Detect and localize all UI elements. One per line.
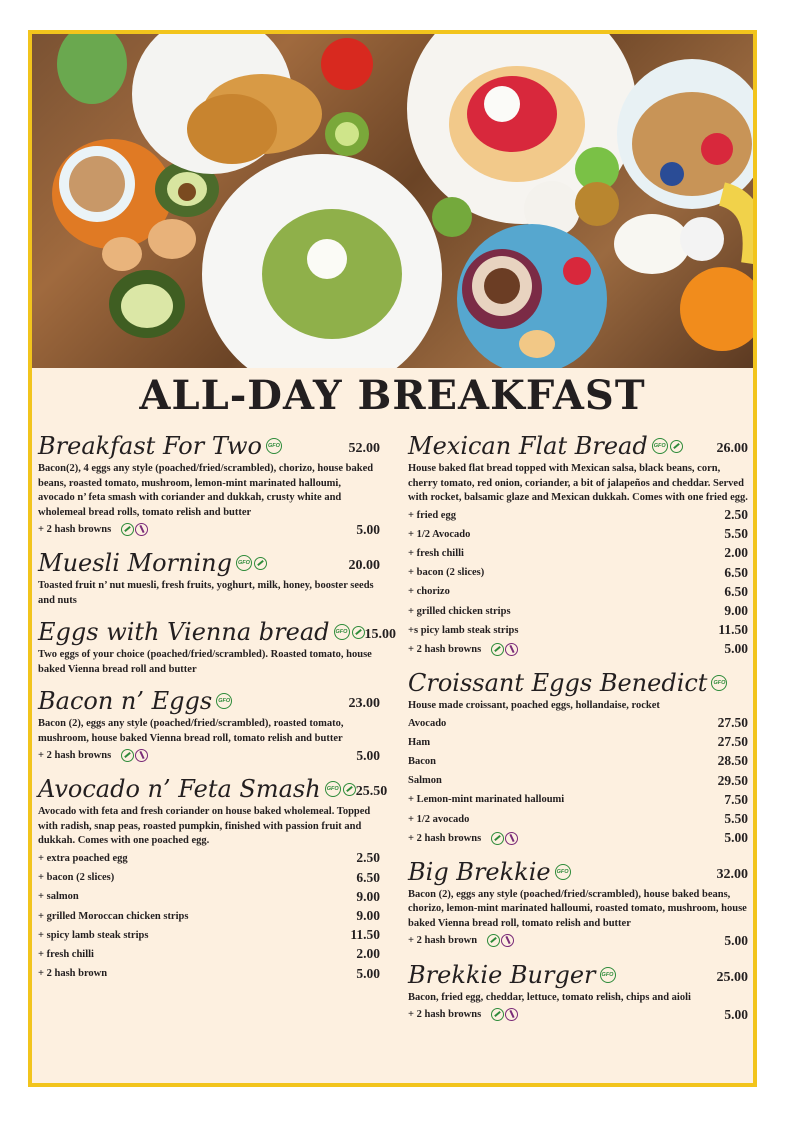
menu-extra-row (38, 964, 380, 983)
menu-extra-price: 2.00 (356, 946, 380, 962)
menu-item (38, 432, 380, 539)
menu-extra-label (38, 523, 148, 536)
menu-extra-row (408, 931, 748, 950)
menu-extra-price: 6.50 (724, 564, 748, 580)
menu-extra-row (408, 714, 748, 733)
menu-extra-text: + spicy lamb steak strips (38, 929, 149, 941)
menu-item-name (38, 618, 365, 646)
menu-extra-price: 29.50 (717, 772, 748, 788)
menu-extra-row (408, 563, 748, 582)
vegan-icon (501, 934, 514, 947)
menu-extra-row (38, 906, 380, 925)
menu-item-title: Croissant Eggs Benedict (408, 669, 708, 697)
menu-extra-label (38, 749, 148, 762)
vegetarian-icon (121, 523, 134, 536)
menu-extra-row (408, 601, 748, 620)
menu-extra-price: 27.50 (717, 715, 748, 731)
menu-extra-row (38, 887, 380, 906)
menu-extra-price: 11.50 (718, 622, 748, 638)
menu-extra-text: Ham (408, 736, 431, 748)
menu-extra-price: 5.00 (724, 641, 748, 657)
menu-item-title: Avocado n’ Feta Smash (38, 775, 321, 804)
menu-extra-price: 5.00 (356, 521, 380, 537)
menu-item (38, 775, 388, 983)
dietary-icons (485, 934, 514, 947)
menu-extra-row (408, 640, 748, 659)
menu-extra-label (408, 794, 564, 805)
menu-item-header (408, 858, 748, 886)
vegan-icon (505, 832, 518, 845)
menu-extra-label (408, 775, 442, 786)
menu-extra-label (38, 872, 114, 883)
gluten-free-option-icon: GFO (600, 967, 616, 983)
menu-item-price: 25.00 (716, 969, 748, 985)
menu-extra-row (38, 746, 380, 765)
vegetarian-icon (343, 783, 356, 796)
menu-extra-text: + bacon (2 slices) (408, 567, 485, 579)
menu-item-price: 20.00 (348, 558, 380, 574)
menu-item-header (408, 432, 748, 460)
menu-extra-label (408, 548, 464, 559)
menu-item (38, 618, 396, 677)
gluten-free-option-icon: GFO (325, 781, 341, 797)
gluten-free-option-icon: GFO (652, 438, 668, 454)
menu-extra-text: + chorizo (408, 586, 450, 598)
menu-item-name (38, 775, 356, 803)
menu-item-title: Eggs with Vienna bread (38, 618, 330, 647)
menu-extra-price: 2.00 (724, 545, 748, 561)
menu-extra-row (408, 733, 748, 752)
menu-column-left (38, 432, 396, 993)
menu-extra-row (408, 544, 748, 563)
menu-item (38, 549, 380, 608)
menu-extra-label (38, 891, 79, 902)
menu-extra-price: 11.50 (350, 927, 380, 943)
menu-extra-text: + 2 hash browns (38, 750, 112, 762)
menu-extra-label (408, 934, 514, 947)
menu-item-price: 32.00 (716, 866, 748, 882)
menu-extra-label (408, 814, 469, 825)
vegetarian-icon (491, 832, 504, 845)
menu-extra-text: + 2 hash browns (408, 832, 482, 844)
page-title: ALL-DAY BREAKFAST (139, 372, 646, 419)
menu-item (38, 687, 380, 765)
menu-item-title: Mexican Flat Bread (408, 432, 648, 460)
menu-extra-text: + bacon (2 slices) (38, 872, 115, 884)
menu-item-title: Muesli Morning (38, 549, 232, 578)
menu-item-name (408, 961, 616, 989)
menu-extra-row (408, 809, 748, 828)
menu-column-right (408, 432, 748, 1034)
menu-extra-label (408, 643, 518, 656)
menu-extra-label (408, 567, 484, 578)
menu-extra-text: + 2 hash brown (408, 935, 478, 947)
menu-extra-label (38, 968, 107, 979)
menu-item-description: Bacon, fried egg, cheddar, lettuce, tomato relish, chips and aioli (408, 991, 691, 1003)
menu-extra-label (408, 586, 450, 597)
menu-extra-price: 9.00 (356, 888, 380, 904)
menu-extra-price: 5.00 (356, 965, 380, 981)
menu-item-name (408, 669, 727, 697)
menu-extra-text: Bacon (408, 755, 437, 767)
menu-frame (28, 30, 757, 1087)
menu-extra-text: + 2 hash browns (38, 524, 112, 536)
menu-extra-row (408, 829, 748, 848)
menu-extra-label (38, 949, 94, 960)
menu-item-price: 26.00 (716, 441, 748, 456)
vegetarian-icon (491, 1008, 504, 1021)
menu-extra-row (408, 752, 748, 771)
menu-item (408, 858, 748, 951)
menu-extra-row (408, 790, 748, 809)
menu-extra-price: 5.50 (724, 526, 748, 542)
menu-extra-row (38, 945, 380, 964)
menu-item-price: 15.00 (364, 627, 396, 643)
gluten-free-option-icon: GFO (266, 438, 282, 454)
dietary-icons (119, 523, 148, 536)
menu-item-description: Bacon (2), eggs any style (poached/fried/scrambled), roasted tomato, mushroom, house baked Vienna bread roll, tomato relish and butter (38, 718, 344, 744)
menu-item-description: Toasted fruit n’ nut muesli, fresh fruits, yoghurt, milk, honey, booster seeds and nuts (38, 580, 374, 606)
menu-item (408, 669, 748, 848)
menu-item-header (38, 618, 396, 647)
gluten-free-option-icon: GFO (236, 555, 252, 571)
menu-extra-price: 27.50 (717, 734, 748, 750)
menu-extra-row (408, 621, 748, 640)
menu-extra-price: 5.00 (724, 932, 748, 948)
menu-item-name (38, 432, 282, 460)
menu-extra-label (38, 853, 128, 864)
menu-extra-row (408, 506, 748, 525)
menu-extra-row (38, 868, 380, 887)
menu-item-name (38, 549, 267, 577)
menu-extra-price: 7.50 (724, 791, 748, 807)
menu-extra-text: + grilled Moroccan chicken strips (38, 910, 189, 922)
menu-extra-text: + 1/2 avocado (408, 813, 470, 825)
menu-item-price: 23.00 (348, 696, 380, 712)
menu-item-header (38, 549, 380, 577)
menu-item-description: House baked flat bread topped with Mexican salsa, black beans, corn, cherry tomato, red onion, coriander, a bit of jalapeños and cheddar. Served with rocket, balsamic glaze and Mexican dukkah. Comes with one fried egg. (408, 463, 748, 503)
menu-item-description: Two eggs of your choice (poached/fried/scrambled). Roasted tomato, house baked Vienna bread roll and butter (38, 649, 372, 675)
menu-item (408, 432, 748, 659)
menu-extra-label (408, 718, 446, 729)
menu-extra-text: + 1/2 Avocado (408, 528, 471, 540)
menu-extra-text: Avocado (408, 717, 447, 729)
menu-item-name (408, 858, 571, 886)
menu-extra-text: + fresh chilli (408, 547, 464, 559)
menu-extra-row (408, 771, 748, 790)
menu-extra-price: 9.00 (356, 908, 380, 924)
vegan-icon (505, 643, 518, 656)
menu-extra-row (408, 525, 748, 544)
menu-extra-price: 6.50 (724, 583, 748, 599)
menu-extra-price: 9.00 (724, 603, 748, 619)
menu-item (408, 961, 748, 1025)
menu-item-header (408, 961, 748, 989)
menu-extra-text: Salmon (408, 775, 442, 787)
vegetarian-icon (670, 440, 683, 453)
menu-extra-label (408, 625, 518, 636)
gluten-free-option-icon: GFO (711, 675, 727, 691)
menu-item-title: Brekkie Burger (408, 960, 596, 989)
menu-extra-price: 5.00 (356, 747, 380, 763)
menu-extra-label (408, 756, 436, 767)
menu-item-header (38, 432, 380, 460)
dietary-icons (489, 643, 518, 656)
menu-item-header (408, 669, 748, 697)
menu-item-title: Bacon n’ Eggs (38, 687, 213, 716)
menu-extra-price: 5.00 (724, 1006, 748, 1022)
dietary-icons (119, 749, 148, 762)
menu-extra-row (38, 926, 380, 945)
menu-extra-text: + extra poached egg (38, 852, 128, 864)
vegetarian-icon (352, 626, 365, 639)
gluten-free-option-icon: GFO (216, 693, 232, 709)
vegetarian-icon (491, 643, 504, 656)
menu-extra-price: 2.50 (356, 850, 380, 866)
gluten-free-option-icon: GFO (555, 864, 571, 880)
menu-extra-label (408, 510, 456, 521)
menu-extra-label (38, 930, 148, 941)
menu-extra-text: + grilled chicken strips (408, 605, 511, 617)
menu-item-title: Big Brekkie (408, 857, 551, 886)
menu-extra-text: + 2 hash brown (38, 968, 108, 980)
vegan-icon (505, 1008, 518, 1021)
menu-item-header (38, 687, 380, 715)
menu-item-price: 52.00 (348, 441, 380, 456)
menu-item-price: 25.50 (355, 784, 388, 800)
menu-item-description: Bacon(2), 4 eggs any style (poached/fried/scrambled), chorizo, house baked beans, roasted tomato, mushroom, lemon-mint marinated halloumi, avocado n’ feta smash with coriander and dukkah, crusty white and wholemeal bread rolls, tomato relish and butter (38, 463, 374, 518)
gluten-free-option-icon: GFO (334, 624, 350, 640)
menu-extra-row (38, 520, 380, 539)
menu-extra-price: 28.50 (717, 753, 748, 769)
menu-extra-text: +s picy lamb steak strips (408, 624, 519, 636)
menu-extra-text: + fried egg (408, 509, 456, 521)
vegetarian-icon (487, 934, 500, 947)
menu-item-name (38, 687, 232, 715)
breakfast-food-illustration (32, 34, 753, 368)
menu-extra-row (408, 1005, 748, 1024)
dietary-icons (489, 832, 518, 845)
menu-item-title: Breakfast For Two (38, 432, 262, 460)
menu-extra-label (408, 737, 430, 748)
vegan-icon (135, 523, 148, 536)
menu-item-description: Avocado with feta and fresh coriander on house baked wholemeal. Topped with radish, snap peas, roasted pumpkin, finished with passion fruit and dukkah. Comes with one poached egg. (38, 806, 371, 847)
vegetarian-icon (254, 557, 267, 570)
menu-extra-row (408, 582, 748, 601)
menu-extra-price: 2.50 (724, 507, 748, 523)
menu-item-name (408, 432, 683, 460)
menu-extra-text: + 2 hash browns (408, 643, 482, 655)
menu-extra-label (38, 911, 188, 922)
menu-extra-text: + salmon (38, 891, 79, 903)
menu-extra-price: 5.50 (724, 811, 748, 827)
menu-extra-label (408, 832, 518, 845)
menu-extra-label (408, 529, 470, 540)
menu-extra-label (408, 606, 511, 617)
menu-extra-text: + fresh chilli (38, 948, 94, 960)
menu-item-header (38, 775, 388, 804)
menu-item-description: Bacon (2), eggs any style (poached/fried/scrambled), house baked beans, chorizo, lemon-mint marinated halloumi, roasted tomato, mushroom, house baked Vienna bread roll, tomato relish and butter (408, 888, 747, 929)
vegan-icon (135, 749, 148, 762)
vegetarian-icon (121, 749, 134, 762)
menu-extra-price: 6.50 (356, 869, 380, 885)
dietary-icons (489, 1008, 518, 1021)
menu-extra-label (408, 1008, 518, 1021)
menu-item-description: House made croissant, poached eggs, hollandaise, rocket (408, 700, 660, 711)
menu-extra-price: 5.00 (724, 830, 748, 846)
menu-extra-row (38, 849, 380, 868)
menu-extra-text: + Lemon-mint marinated halloumi (408, 794, 565, 806)
menu-extra-text: + 2 hash browns (408, 1009, 482, 1021)
breakfast-photo (32, 34, 753, 368)
